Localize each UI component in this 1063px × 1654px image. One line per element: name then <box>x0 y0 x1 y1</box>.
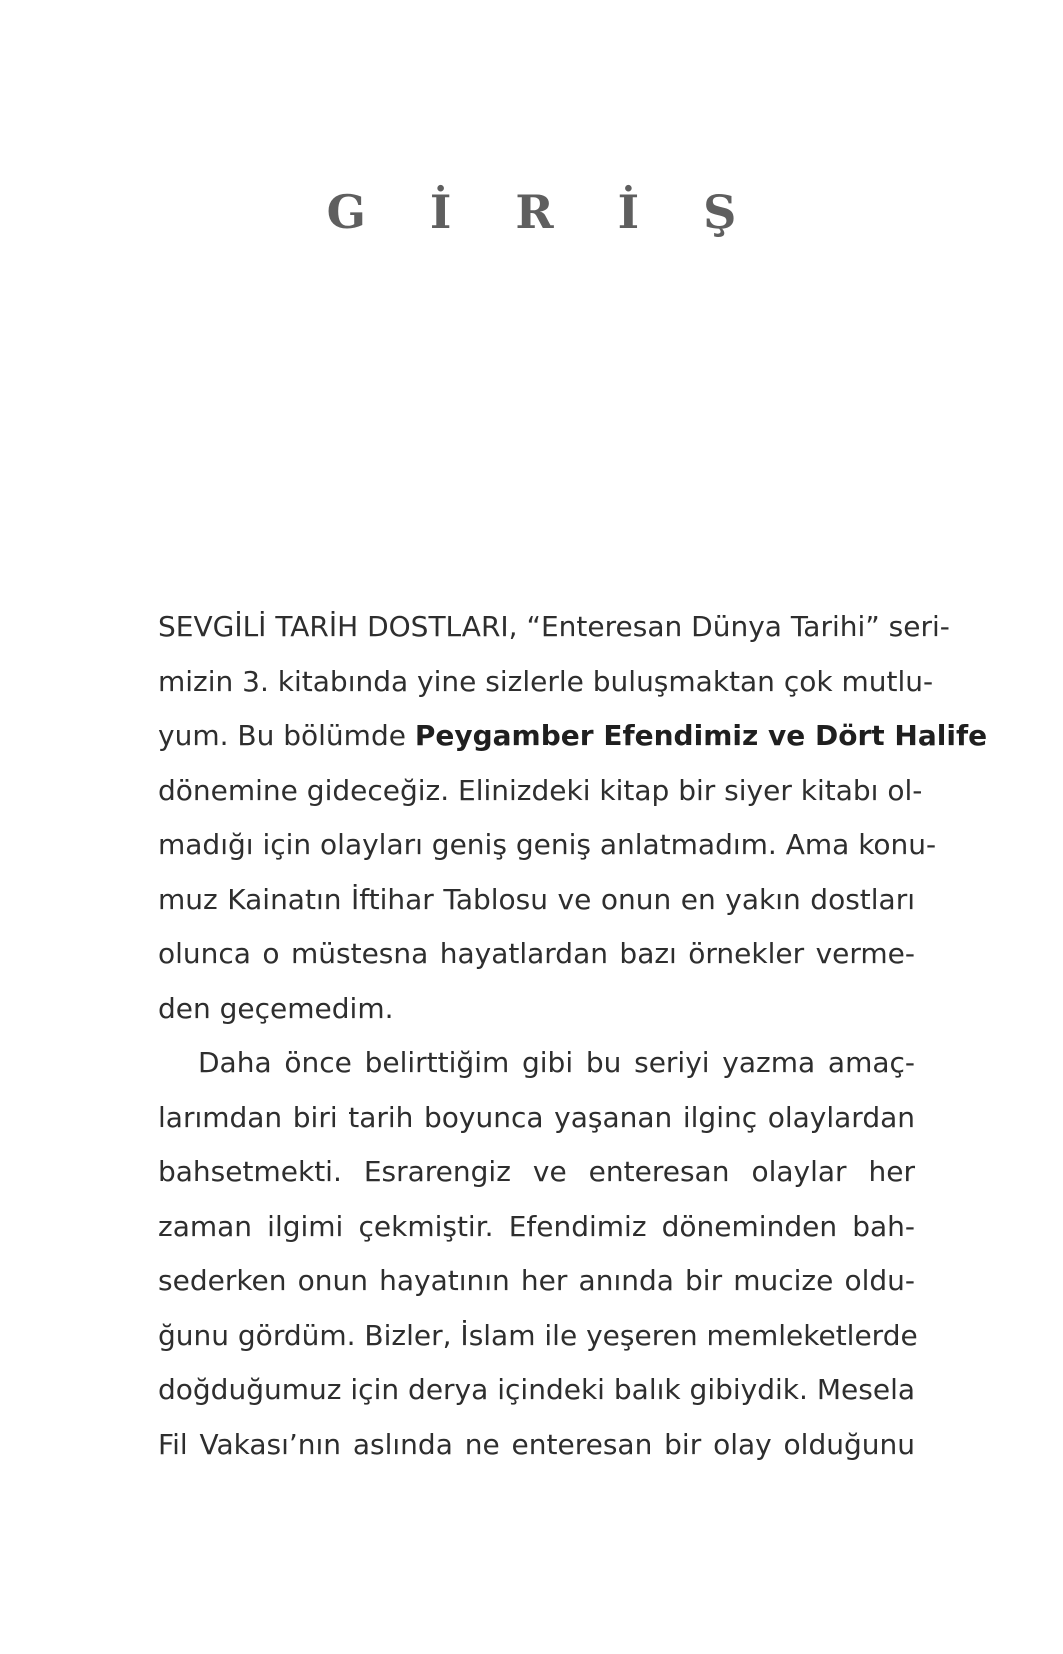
text-line: dönemine gideceğiz. Elinizdeki kitap bir siyer kitabı ol- <box>158 773 923 807</box>
text-line: zaman ilgimi çekmiştir. Efendimiz döneminden bah- <box>158 1209 915 1243</box>
chapter-title: G İ R İ Ş <box>326 184 761 239</box>
text-line: olunca o müstesna hayatlardan bazı örnekler verme- <box>158 937 915 970</box>
text-line: bahsetmekti. Esrarengiz ve enteresan olaylar her <box>158 1155 915 1188</box>
body-text <box>158 600 988 1472</box>
text-line: muz Kainatın İftihar Tablosu ve onun en yakın dostları <box>158 882 915 916</box>
text-line: doğduğumuz için derya içindeki balık gibiydik. Mesela <box>158 1373 915 1406</box>
text-line: ğunu gördüm. Bizler, İslam ile yeşeren memleketlerde <box>158 1318 918 1352</box>
text-line: larımdan biri tarih boyunca yaşanan ilginç olaylardan <box>158 1100 915 1134</box>
text-line: Fil Vakası’nın aslında ne enteresan bir olay olduğunu <box>158 1427 915 1461</box>
bold-phrase: Peygamber Efendimiz ve Dört Halife <box>414 719 988 752</box>
text-line: sederken onun hayatının her anında bir mucize oldu- <box>158 1264 915 1297</box>
text-line: Daha önce belirttiğim gibi bu seriyi yazma amaç- <box>198 1046 915 1079</box>
text-line: SEVGİLİ TARİH DOSTLARI, “Enteresan Dünya Tarihi” seri- <box>158 610 950 643</box>
text-line: mizin 3. kitabında yine sizlerle buluşmaktan çok mutlu- <box>158 664 934 698</box>
text-segment: yum. Bu bölümde <box>158 719 415 752</box>
text-line <box>158 709 988 764</box>
text-line: den geçemedim. <box>158 991 394 1025</box>
text-line: madığı için olayları geniş geniş anlatmadım. Ama konu- <box>158 828 937 861</box>
